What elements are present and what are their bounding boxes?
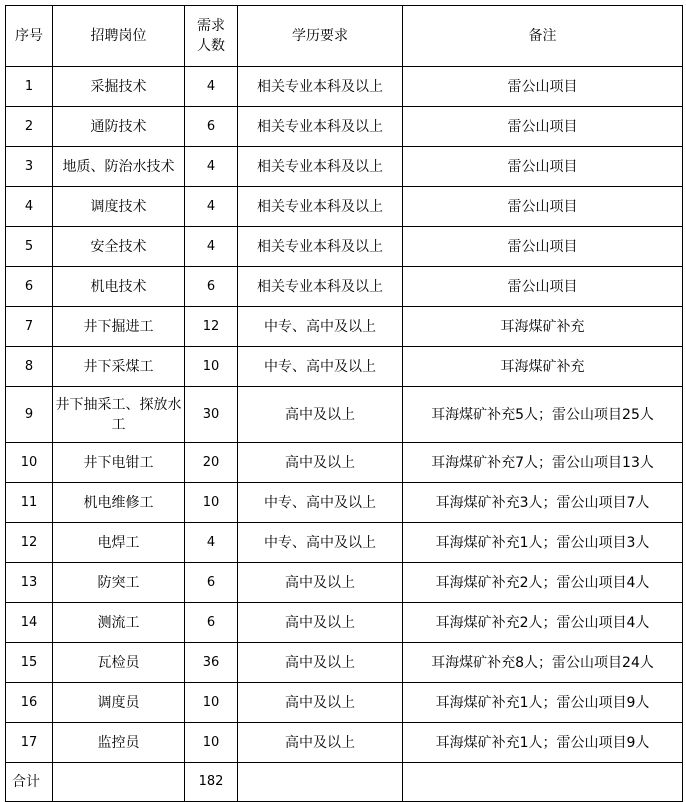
cell-remark: 耳海煤矿补充2人；雷公山项目4人 [403, 603, 683, 643]
table-row [6, 643, 683, 683]
cell-seq: 11 [6, 483, 53, 523]
cell-education: 相关专业本科及以上 [238, 107, 403, 147]
total-count: 182 [185, 763, 238, 802]
cell-seq: 14 [6, 603, 53, 643]
cell-seq: 13 [6, 563, 53, 603]
cell-education: 高中及以上 [238, 683, 403, 723]
total-label: 合计 [6, 763, 53, 802]
cell-education: 高中及以上 [238, 723, 403, 763]
table-row [6, 443, 683, 483]
cell-education: 中专、高中及以上 [238, 307, 403, 347]
header-demand-line1: 需求 [197, 18, 225, 34]
recruitment-table [5, 5, 683, 802]
cell-seq: 5 [6, 227, 53, 267]
cell-position: 通防技术 [53, 107, 185, 147]
cell-position: 采掘技术 [53, 67, 185, 107]
cell-count: 6 [185, 267, 238, 307]
cell-remark: 耳海煤矿补充8人；雷公山项目24人 [403, 643, 683, 683]
cell-count: 10 [185, 683, 238, 723]
cell-remark: 耳海煤矿补充1人；雷公山项目9人 [403, 723, 683, 763]
cell-education: 高中及以上 [238, 563, 403, 603]
cell-position: 机电维修工 [53, 483, 185, 523]
cell-seq: 9 [6, 387, 53, 443]
table-body [6, 67, 683, 763]
cell-count: 4 [185, 523, 238, 563]
table-row [6, 683, 683, 723]
table-row [6, 307, 683, 347]
cell-seq: 4 [6, 187, 53, 227]
header-education: 学历要求 [238, 6, 403, 67]
cell-count: 4 [185, 227, 238, 267]
cell-remark: 耳海煤矿补充7人；雷公山项目13人 [403, 443, 683, 483]
cell-seq: 12 [6, 523, 53, 563]
cell-count: 6 [185, 603, 238, 643]
total-row [6, 763, 683, 802]
cell-count: 10 [185, 483, 238, 523]
cell-position: 测流工 [53, 603, 185, 643]
cell-seq: 16 [6, 683, 53, 723]
cell-education: 高中及以上 [238, 443, 403, 483]
header-seq: 序号 [6, 6, 53, 67]
cell-remark: 雷公山项目 [403, 107, 683, 147]
cell-count: 20 [185, 443, 238, 483]
cell-education: 高中及以上 [238, 603, 403, 643]
cell-position: 瓦检员 [53, 643, 185, 683]
cell-position: 电焊工 [53, 523, 185, 563]
cell-education: 相关专业本科及以上 [238, 267, 403, 307]
cell-position: 地质、防治水技术 [53, 147, 185, 187]
header-demand-line2: 人数 [197, 38, 225, 54]
cell-remark: 耳海煤矿补充2人；雷公山项目4人 [403, 563, 683, 603]
cell-education: 中专、高中及以上 [238, 483, 403, 523]
cell-education: 中专、高中及以上 [238, 347, 403, 387]
cell-count: 4 [185, 187, 238, 227]
cell-count: 6 [185, 107, 238, 147]
table-row [6, 227, 683, 267]
cell-count: 30 [185, 387, 238, 443]
cell-seq: 8 [6, 347, 53, 387]
cell-remark: 雷公山项目 [403, 67, 683, 107]
table-row [6, 347, 683, 387]
cell-remark: 雷公山项目 [403, 267, 683, 307]
table-row [6, 107, 683, 147]
cell-count: 10 [185, 723, 238, 763]
table-row [6, 523, 683, 563]
cell-education: 相关专业本科及以上 [238, 187, 403, 227]
cell-position: 井下抽采工、探放水工 [53, 387, 185, 443]
total-position-empty [53, 763, 185, 802]
cell-count: 36 [185, 643, 238, 683]
cell-position: 调度员 [53, 683, 185, 723]
header-position: 招聘岗位 [53, 6, 185, 67]
cell-education: 相关专业本科及以上 [238, 67, 403, 107]
cell-education: 高中及以上 [238, 387, 403, 443]
table-row [6, 563, 683, 603]
total-education-empty [238, 763, 403, 802]
cell-remark: 雷公山项目 [403, 147, 683, 187]
cell-position: 井下采煤工 [53, 347, 185, 387]
cell-position: 井下电钳工 [53, 443, 185, 483]
cell-position: 井下掘进工 [53, 307, 185, 347]
cell-remark: 耳海煤矿补充1人；雷公山项目3人 [403, 523, 683, 563]
header-remark: 备注 [403, 6, 683, 67]
cell-remark: 耳海煤矿补充3人；雷公山项目7人 [403, 483, 683, 523]
total-remark-empty [403, 763, 683, 802]
cell-count: 12 [185, 307, 238, 347]
cell-seq: 3 [6, 147, 53, 187]
table-row [6, 483, 683, 523]
cell-count: 6 [185, 563, 238, 603]
cell-education: 相关专业本科及以上 [238, 147, 403, 187]
cell-remark: 雷公山项目 [403, 187, 683, 227]
table-row [6, 387, 683, 443]
table-row [6, 67, 683, 107]
cell-education: 中专、高中及以上 [238, 523, 403, 563]
cell-position: 监控员 [53, 723, 185, 763]
cell-position: 调度技术 [53, 187, 185, 227]
header-row [6, 6, 683, 67]
cell-count: 4 [185, 67, 238, 107]
table-row [6, 267, 683, 307]
table-row [6, 723, 683, 763]
cell-education: 高中及以上 [238, 643, 403, 683]
cell-seq: 2 [6, 107, 53, 147]
cell-count: 4 [185, 147, 238, 187]
cell-remark: 耳海煤矿补充 [403, 347, 683, 387]
cell-education: 相关专业本科及以上 [238, 227, 403, 267]
cell-position: 防突工 [53, 563, 185, 603]
table-row [6, 603, 683, 643]
cell-seq: 15 [6, 643, 53, 683]
cell-remark: 耳海煤矿补充 [403, 307, 683, 347]
cell-seq: 17 [6, 723, 53, 763]
cell-count: 10 [185, 347, 238, 387]
cell-remark: 雷公山项目 [403, 227, 683, 267]
cell-position: 机电技术 [53, 267, 185, 307]
cell-seq: 7 [6, 307, 53, 347]
cell-seq: 10 [6, 443, 53, 483]
header-demand [185, 6, 238, 67]
cell-seq: 1 [6, 67, 53, 107]
table-row [6, 187, 683, 227]
cell-remark: 耳海煤矿补充5人；雷公山项目25人 [403, 387, 683, 443]
cell-remark: 耳海煤矿补充1人；雷公山项目9人 [403, 683, 683, 723]
cell-position: 安全技术 [53, 227, 185, 267]
table-row [6, 147, 683, 187]
cell-seq: 6 [6, 267, 53, 307]
